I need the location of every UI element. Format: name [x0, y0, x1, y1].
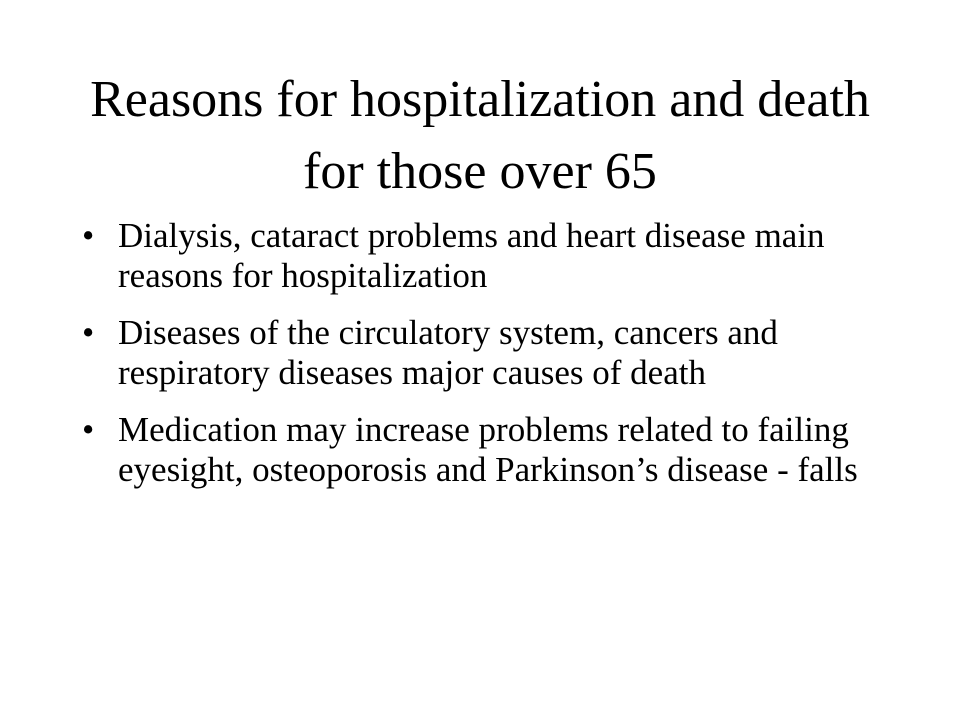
bullet-icon: •	[82, 410, 95, 449]
slide-title: Reasons for hospitalization and death for those over 65	[90, 71, 870, 200]
bullet-item	[80, 313, 880, 393]
bullet-text: Medication may increase problems related to failing eyesight, osteoporosis and Parkinson’s disease - falls	[118, 410, 858, 489]
bullet-item	[80, 216, 880, 296]
bullet-list	[80, 216, 880, 507]
bullet-icon: •	[82, 313, 95, 352]
bullet-item	[80, 410, 880, 490]
bullet-text: Diseases of the circulatory system, cancers and respiratory diseases major causes of death	[118, 313, 778, 392]
bullet-icon: •	[82, 216, 95, 255]
bullet-text: Dialysis, cataract problems and heart disease main reasons for hospitalization	[118, 216, 825, 295]
